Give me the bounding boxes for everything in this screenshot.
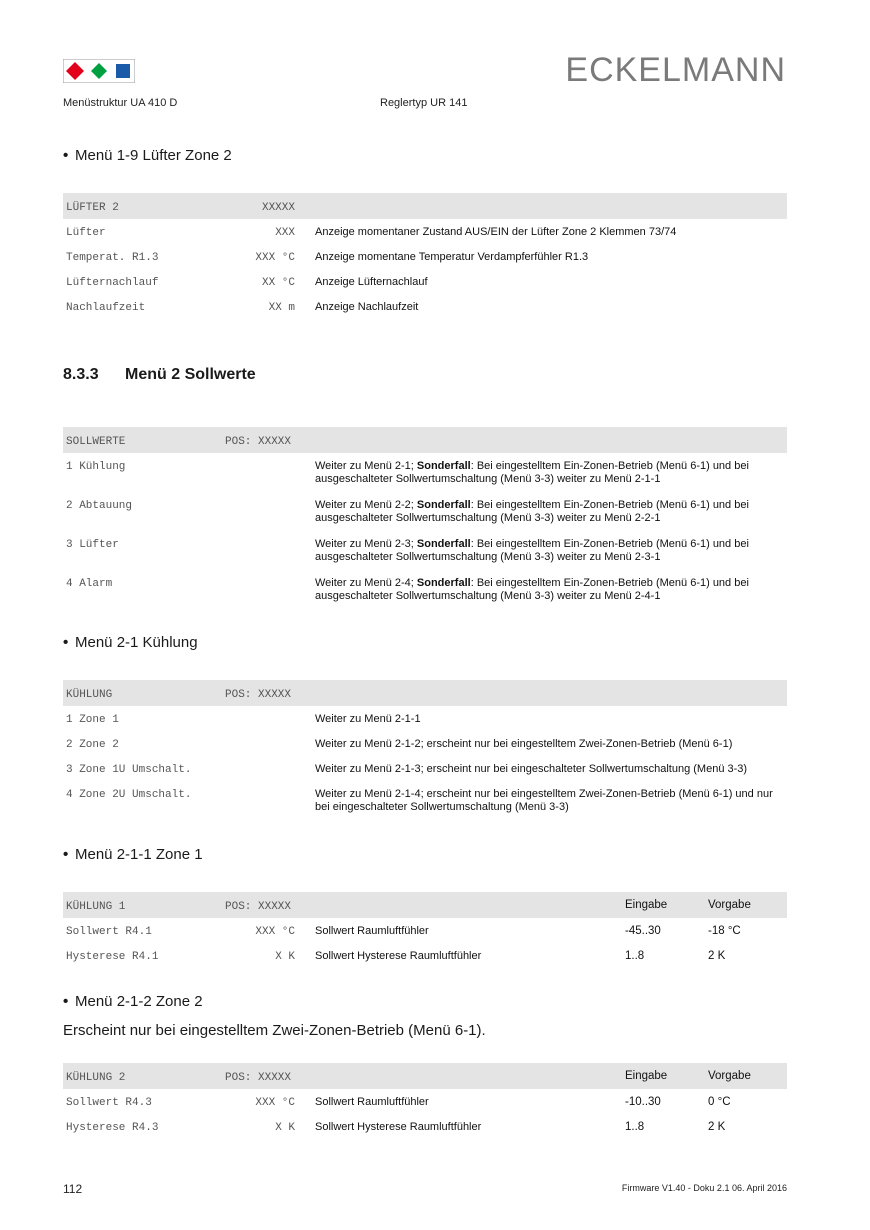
kuehlung-table	[63, 680, 787, 818]
logo-blue-square	[116, 64, 130, 78]
table-row: Nachlaufzeit XX m Anzeige Nachlaufzeit	[66, 301, 419, 314]
table-row: 3 Lüfter Weiter zu Menü 2-3; Sonderfall: Bei eingestelltem Ein-Zonen-Betrieb (Menü 6-1) und bei ausgeschalteter Sollwertumschaltung (Menü 3-3) weiter zu Menü 2-3-1	[66, 538, 749, 563]
controller-type: Reglertyp UR 141	[380, 97, 468, 109]
kuehlung-2-table	[63, 1063, 787, 1146]
menu-2-1-2-note: Erscheint nur bei eingestelltem Zwei-Zonen-Betrieb (Menü 6-1).	[63, 1022, 486, 1039]
kuehlung-1-table	[63, 892, 787, 975]
table-row: Sollwert R4.1 XXX °C Sollwert Raumluftfühler -45..30 -18 °C	[66, 925, 741, 938]
menu-2-1-heading: • Menü 2-1 Kühlung	[63, 634, 198, 651]
bullet-icon: •	[63, 147, 69, 164]
table-header: KÜHLUNG POS: XXXXX	[63, 680, 787, 706]
bullet-icon: •	[63, 846, 69, 863]
table-row: Lüfternachlauf XX °C Anzeige Lüfternachlauf	[66, 276, 428, 289]
table-header: LÜFTER 2 XXXXX	[63, 193, 787, 219]
page-number: 112	[63, 1182, 83, 1196]
brand-wordmark: ECKELMANN	[565, 51, 786, 89]
eckelmann-logo	[63, 59, 135, 83]
menu-2-1-2-heading: • Menü 2-1-2 Zone 2	[63, 993, 203, 1010]
document-title: Menüstruktur UA 410 D	[63, 97, 178, 109]
table-row: 1 Zone 1 Weiter zu Menü 2-1-1	[66, 713, 421, 726]
section-heading: 8.3.3 Menü 2 Sollwerte	[63, 366, 256, 383]
table-row: Hysterese R4.3 X K Sollwert Hysterese Raumluftfühler 1..8 2 K	[66, 1121, 726, 1134]
table-row: 4 Zone 2U Umschalt. Weiter zu Menü 2-1-4; erscheint nur bei eingestelltem Zwei-Zonen-Betrieb (Menü 6-1) und nur bei eingeschalteter Sollwertumschaltung (Menü 3-3)	[66, 788, 773, 813]
sollwerte-table	[63, 427, 787, 616]
menu-1-9-table	[63, 193, 787, 326]
table-row: 3 Zone 1U Umschalt. Weiter zu Menü 2-1-3; erscheint nur bei eingeschalteter Sollwertumschaltung (Menü 3-3)	[66, 763, 748, 776]
table-row: Sollwert R4.3 XXX °C Sollwert Raumluftfühler -10..30 0 °C	[66, 1096, 731, 1109]
table-row: Lüfter XXX Anzeige momentaner Zustand AUS/EIN der Lüfter Zone 2 Klemmen 73/74	[66, 226, 677, 239]
footer-version: Firmware V1.40 - Doku 2.1 06. April 2016	[621, 1183, 787, 1193]
table-row: Hysterese R4.1 X K Sollwert Hysterese Raumluftfühler 1..8 2 K	[66, 950, 726, 963]
table-row: 1 Kühlung Weiter zu Menü 2-1; Sonderfall: Bei eingestelltem Ein-Zonen-Betrieb (Menü 6-1) und bei ausgeschalteter Sollwertumschaltung (Menü 3-3) weiter zu Menü 2-1-1	[66, 460, 749, 485]
table-row: 4 Alarm Weiter zu Menü 2-4; Sonderfall: Bei eingestelltem Ein-Zonen-Betrieb (Menü 6-1) und bei ausgeschalteter Sollwertumschaltung (Menü 3-3) weiter zu Menü 2-4-1	[66, 577, 749, 602]
menu-1-9-heading: • Menü 1-9 Lüfter Zone 2	[63, 147, 232, 164]
table-row: Temperat. R1.3 XXX °C Anzeige momentane Temperatur Verdampferfühler R1.3	[66, 251, 589, 264]
table-header: SOLLWERTE POS: XXXXX	[63, 427, 787, 453]
table-row: 2 Abtauung Weiter zu Menü 2-2; Sonderfall: Bei eingestelltem Ein-Zonen-Betrieb (Menü 6-1) und bei ausgeschalteter Sollwertumschaltung (Menü 3-3) weiter zu Menü 2-2-1	[66, 499, 749, 524]
bullet-icon: •	[63, 993, 69, 1010]
menu-2-1-1-heading: • Menü 2-1-1 Zone 1	[63, 846, 203, 863]
bullet-icon: •	[63, 634, 69, 651]
table-header: KÜHLUNG 2 POS: XXXXX Eingabe Vorgabe	[63, 1063, 787, 1089]
table-header: KÜHLUNG 1 POS: XXXXX Eingabe Vorgabe	[63, 892, 787, 918]
table-row: 2 Zone 2 Weiter zu Menü 2-1-2; erscheint nur bei eingestelltem Zwei-Zonen-Betrieb (Menü 6-1)	[66, 738, 733, 751]
